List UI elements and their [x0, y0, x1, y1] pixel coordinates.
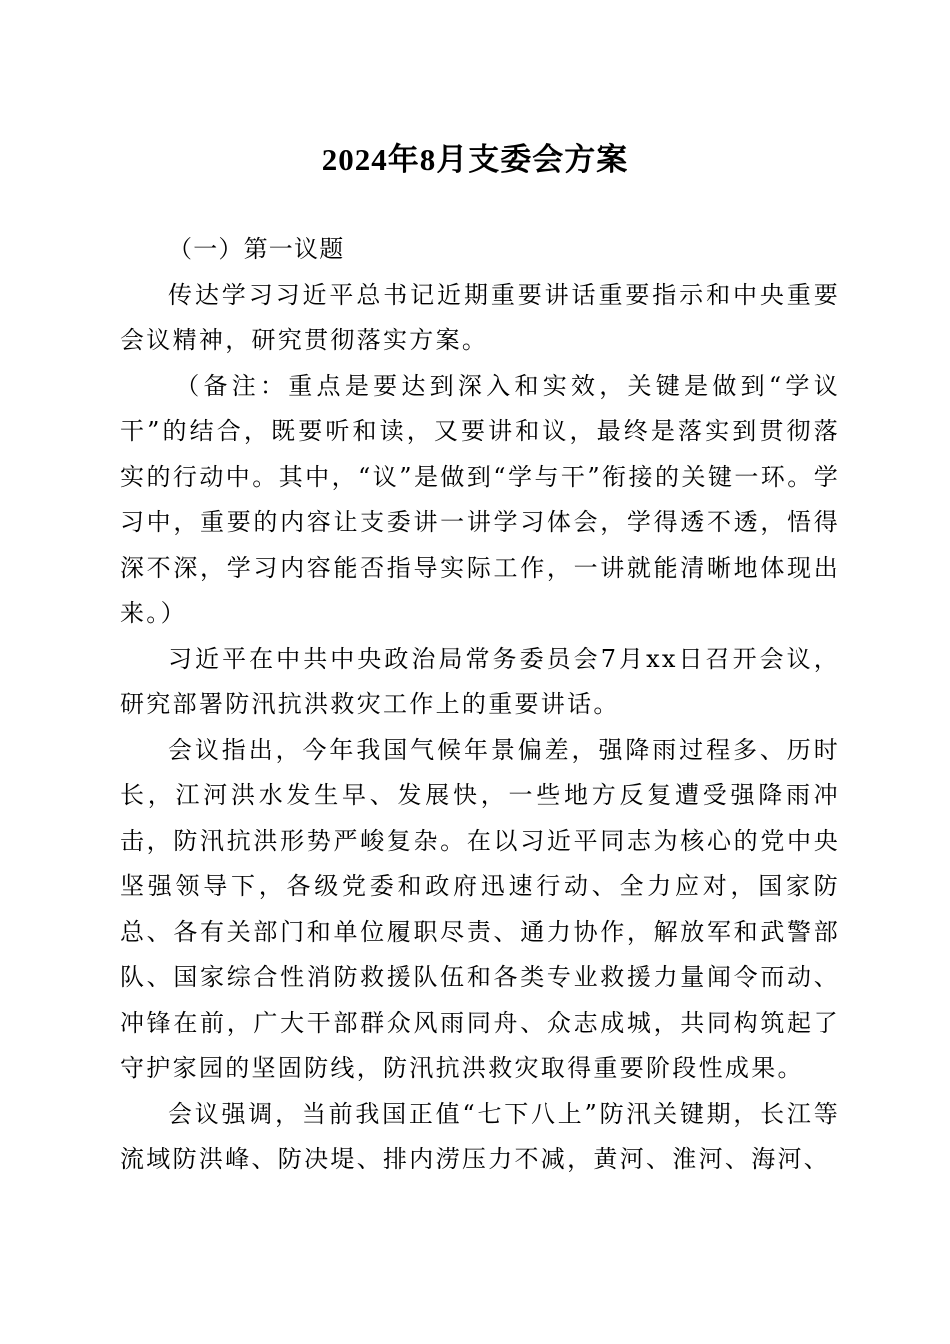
paragraph-agenda: 传达学习习近平总书记近期重要讲话重要指示和中央重要会议精神，研究贯彻落实方案。	[120, 280, 840, 354]
document-body	[120, 227, 840, 1183]
document-title: 2024年8月支委会方案	[321, 142, 629, 177]
paragraph-meeting-emphasis: 会议强调，当前我国正值“七下八上”防汛关键期，长江等流域防洪峰、防决堤、排内涝压力不减，黄河、淮河、海河、	[120, 1099, 840, 1173]
paragraph-meeting-points: 会议指出，今年我国气候年景偏差，强降雨过程多、历时长，江河洪水发生早、发展快，一些地方反复遭受强降雨冲击，防汛抗洪形势严峻复杂。在以习近平同志为核心的党中央坚强领导下，各级党委和政府迅速行动、全力应对，国家防总、各有关部门和单位履职尽责、通力协作，解放军和武警部队、国家综合性消防救援队伍和各类专业救援力量闻令而动、冲锋在前，广大干部群众风雨同舟、众志成城，共同构筑起了守护家园的坚固防线，防汛抗洪救灾取得重要阶段性成果。	[120, 735, 840, 1082]
section-heading: （一）第一议题	[168, 235, 345, 263]
paragraph-meeting: 习近平在中共中央政治局常务委员会7月xx日召开会议，研究部署防汛抗洪救灾工作上的重要讲话。	[120, 644, 840, 718]
paragraph-note: （备注：重点是要达到深入和实效，关键是做到“学议干”的结合，既要听和读，又要讲和议，最终是落实到贯彻落实的行动中。其中，“议”是做到“学与干”衔接的关键一环。学习中，重要的内容让支委讲一讲学习体会，学得透不透，悟得深不深，学习内容能否指导实际工作，一讲就能清晰地体现出来。）	[120, 371, 840, 627]
